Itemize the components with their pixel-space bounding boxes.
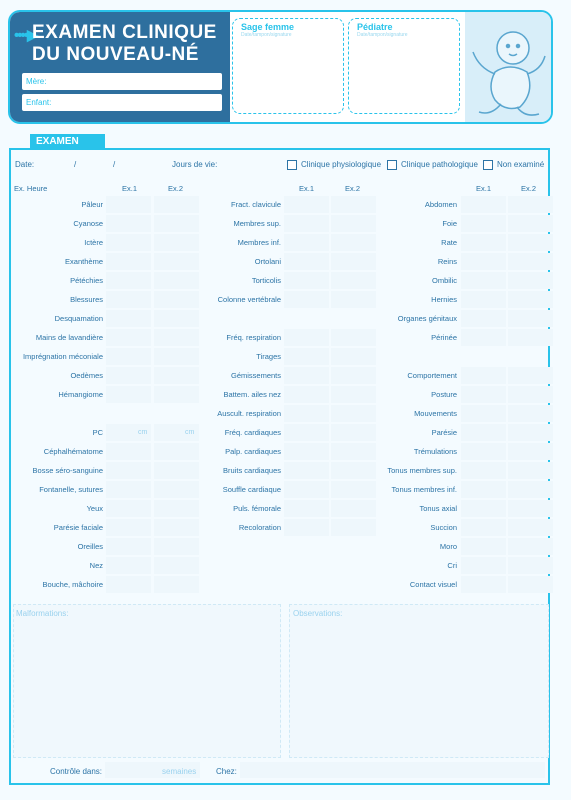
col1-ex1-cell[interactable] [106, 253, 151, 270]
arrow-icon: ••••▶ [14, 27, 37, 44]
col2-ex1-cell[interactable] [284, 386, 329, 403]
header-title-block [10, 12, 230, 122]
col1-label: Oreilles [77, 542, 103, 551]
col3-ex1-cell[interactable] [461, 424, 506, 441]
col2-ex1-cell[interactable] [284, 424, 329, 441]
col3-ex1-cell[interactable] [461, 291, 506, 308]
col1-label: Pétéchies [70, 276, 103, 285]
title-line-1: EXAMEN CLINIQUE [32, 22, 217, 43]
col1-label: Imprégnation méconiale [22, 352, 103, 361]
col1-ex2-cell[interactable] [154, 310, 199, 327]
col3-label: Cri [447, 561, 457, 570]
header-panel [8, 10, 553, 124]
col3-ex1-cell[interactable] [461, 272, 506, 289]
col3-label: Organes génitaux [397, 314, 457, 323]
col2-label: Auscult. respiration [217, 409, 281, 418]
col2-ex2-cell[interactable] [331, 348, 376, 365]
col1-label: Desquamation [54, 314, 103, 323]
pc-unit-1: cm [138, 429, 148, 436]
col2-header-ex1: Ex.1 [299, 184, 315, 193]
col2-label: Tirages [256, 352, 281, 361]
col1-label: Nez [89, 561, 103, 570]
col2-ex1-cell[interactable] [284, 519, 329, 536]
col3-label: Ombilic [431, 276, 457, 285]
col3-label: Hernies [431, 295, 457, 304]
col3-ex1-cell[interactable] [461, 310, 506, 327]
col3-ex2-cell[interactable] [508, 424, 553, 441]
col3-label: Périnée [431, 333, 457, 342]
col2-label: Colonne vertébrale [217, 295, 281, 304]
col3-ex2-cell[interactable] [508, 196, 553, 213]
col3-label: Rate [441, 238, 457, 247]
col2-ex1-cell[interactable] [284, 291, 329, 308]
col3-ex1-cell[interactable] [461, 519, 506, 536]
col3-label: Tonus membres sup. [387, 466, 457, 475]
date-sep-1: / [74, 160, 77, 169]
col2-label: Membres sup. [233, 219, 281, 228]
option-clinique-pathologique[interactable] [387, 160, 478, 170]
col2-label: Souffle cardiaque [222, 485, 281, 494]
col3-label: Trémulations [413, 447, 457, 456]
col3-label: Abdomen [424, 200, 457, 209]
option-label: Non examiné [497, 160, 545, 170]
col3-label: Contact visuel [409, 580, 457, 589]
col1-label: Bouche, mâchoire [42, 580, 103, 589]
col3-label: Posture [431, 390, 457, 399]
col3-ex1-cell[interactable] [461, 367, 506, 384]
col1-ex1-cell[interactable] [106, 291, 151, 308]
semaines-label: semaines [162, 767, 197, 776]
pediatre-signature-box[interactable] [348, 18, 460, 114]
col1-ex1-cell[interactable] [106, 367, 151, 384]
col1-ex1-cell[interactable] [106, 557, 151, 574]
col3-ex1-cell[interactable] [461, 234, 506, 251]
col3-ex2-cell[interactable] [508, 215, 553, 232]
observations-label: Observations: [293, 609, 343, 618]
col1-ex1-cell[interactable] [106, 462, 151, 479]
col1-ex1-cell[interactable] [106, 500, 151, 517]
col1-header-ex2: Ex.2 [168, 184, 184, 193]
malformations-textarea[interactable] [13, 604, 281, 758]
col1-ex1-cell[interactable] [106, 215, 151, 232]
sage-femme-sub: Date/tampon/signature [241, 32, 292, 38]
col3-ex1-cell[interactable] [461, 481, 506, 498]
col1-label: Yeux [86, 504, 103, 513]
col2-ex1-cell[interactable] [284, 272, 329, 289]
col2-label: Fract. clavicule [230, 200, 281, 209]
jours-de-vie-label: Jours de vie: [172, 160, 218, 169]
col1-label: Pâleur [81, 200, 103, 209]
col2-label: Palp. cardiaques [225, 447, 281, 456]
col1-ex1-cell[interactable] [106, 576, 151, 593]
date-sep-2: / [113, 160, 116, 169]
col2-ex1-cell[interactable] [284, 215, 329, 232]
option-label: Clinique pathologique [401, 160, 478, 170]
col3-label: Reins [437, 257, 457, 266]
col1-ex1-cell[interactable] [106, 443, 151, 460]
pediatre-sub: Date/tampon/signature [357, 32, 408, 38]
col1-ex2-cell[interactable] [154, 557, 199, 574]
col2-ex1-cell[interactable] [284, 367, 329, 384]
col2-ex1-cell[interactable] [284, 481, 329, 498]
col2-header-ex2: Ex.2 [345, 184, 361, 193]
col3-ex2-cell[interactable] [508, 367, 553, 384]
col3-ex1-cell[interactable] [461, 386, 506, 403]
col1-ex1-cell[interactable] [106, 272, 151, 289]
col3-ex2-cell[interactable] [508, 557, 553, 574]
col1-label: Bosse séro-sanguine [32, 466, 103, 475]
col1-label: Fontanelle, sutures [39, 485, 103, 494]
col3-ex2-cell[interactable] [508, 272, 553, 289]
mere-field[interactable] [22, 73, 222, 90]
page-title [32, 22, 217, 66]
col3-ex1-cell[interactable] [461, 538, 506, 555]
chez-label: Chez: [216, 767, 237, 776]
col3-header-ex2: Ex.2 [521, 184, 537, 193]
observations-textarea[interactable] [289, 604, 549, 758]
col1-label: Hémangiome [58, 390, 103, 399]
col2-ex1-cell[interactable] [284, 500, 329, 517]
col1-label: Céphalhématome [43, 447, 103, 456]
col2-label: Recoloration [238, 523, 281, 532]
date-label: Date: [15, 160, 35, 169]
col2-label: Ortolani [254, 257, 281, 266]
col2-ex1-cell[interactable] [284, 462, 329, 479]
col3-ex2-cell[interactable] [508, 443, 553, 460]
col3-ex2-cell[interactable] [508, 405, 553, 422]
col2-ex1-cell[interactable] [284, 253, 329, 270]
col3-ex1-cell[interactable] [461, 500, 506, 517]
mere-label: Mère: [26, 77, 47, 86]
col2-ex1-cell[interactable] [284, 348, 329, 365]
col1-ex2-cell[interactable] [154, 576, 199, 593]
col1-ex1-cell[interactable] [106, 538, 151, 555]
controle-label: Contrôle dans: [50, 767, 103, 776]
checkbox-non-examine[interactable] [483, 160, 493, 170]
col1-ex1-cell[interactable] [106, 386, 151, 403]
col1-label: Parésie faciale [53, 523, 103, 532]
col3-ex2-cell[interactable] [508, 500, 553, 517]
col3-label: Tonus axial [419, 504, 457, 513]
col3-label: Moro [439, 542, 457, 551]
col1-label: Cyanose [73, 219, 103, 228]
col3-ex1-cell[interactable] [461, 405, 506, 422]
col3-ex2-cell[interactable] [508, 481, 553, 498]
col3-ex1-cell[interactable] [461, 329, 506, 346]
pediatre-title: Pédiatre [357, 22, 393, 32]
col2-label: Membres inf. [237, 238, 281, 247]
sage-femme-signature-box[interactable] [232, 18, 344, 114]
col3-ex1-cell[interactable] [461, 215, 506, 232]
col2-ex1-cell[interactable] [284, 443, 329, 460]
checkbox-pathologique[interactable] [387, 160, 397, 170]
col1-ex1-cell[interactable] [106, 329, 151, 346]
col2-ex1-cell[interactable] [284, 196, 329, 213]
col3-label: Succion [430, 523, 457, 532]
baby-illustration-icon [465, 12, 551, 122]
col3-label: Foie [442, 219, 457, 228]
col1-ex1-cell[interactable] [106, 348, 151, 365]
col2-label: Puls. fémorale [233, 504, 281, 513]
col3-ex2-cell[interactable] [508, 310, 553, 327]
col3-ex2-cell[interactable] [508, 538, 553, 555]
col2-label: Bruits cardiaques [223, 466, 281, 475]
col3-ex2-cell[interactable] [508, 462, 553, 479]
tab-examen: EXAMEN [30, 134, 105, 150]
col3-ex1-cell[interactable] [461, 253, 506, 270]
col2-label: Fréq. respiration [226, 333, 281, 342]
col3-header-ex1: Ex.1 [476, 184, 492, 193]
pc-unit-2: cm [185, 429, 195, 436]
col1-header-ex1: Ex.1 [122, 184, 138, 193]
col3-ex1-cell[interactable] [461, 576, 506, 593]
col2-label: Gémissements [230, 371, 281, 380]
option-clinique-physiologique[interactable] [287, 160, 381, 170]
col3-label: Mouvements [414, 409, 457, 418]
col1-label: PC [92, 428, 103, 437]
option-non-examine[interactable] [483, 160, 544, 170]
col2-ex1-cell[interactable] [284, 329, 329, 346]
col2-ex1-cell[interactable] [284, 234, 329, 251]
col1-label: Mains de lavandière [35, 333, 103, 342]
sage-femme-title: Sage femme [241, 22, 295, 32]
col2-ex1-cell[interactable] [284, 405, 329, 422]
col3-ex2-cell[interactable] [508, 253, 553, 270]
col3-ex1-cell[interactable] [461, 196, 506, 213]
col3-label: Comportement [407, 371, 457, 380]
option-label: Clinique physiologique [301, 160, 382, 170]
col3-ex2-cell[interactable] [508, 386, 553, 403]
col3-ex2-cell[interactable] [508, 576, 553, 593]
col2-label: Battem. ailes nez [223, 390, 281, 399]
col3-ex2-cell[interactable] [508, 234, 553, 251]
col1-ex1-cell[interactable] [106, 519, 151, 536]
col3-ex1-cell[interactable] [461, 462, 506, 479]
title-line-2: DU NOUVEAU-NÉ [32, 44, 199, 65]
date-input[interactable] [38, 156, 156, 171]
col3-ex1-cell[interactable] [461, 443, 506, 460]
malformations-label: Malformations: [16, 609, 69, 618]
col2-label: Torticolis [251, 276, 281, 285]
col3-ex2-cell[interactable] [508, 291, 553, 308]
checkbox-physiologique[interactable] [287, 160, 297, 170]
col3-ex1-cell[interactable] [461, 557, 506, 574]
col1-label: Oedèmes [70, 371, 103, 380]
col1-label: Ictère [84, 238, 103, 247]
col1-ex1-cell[interactable] [106, 310, 151, 327]
col1-ex1-cell[interactable] [106, 481, 151, 498]
col1-ex1-cell[interactable] [106, 196, 151, 213]
col3-ex2-cell[interactable] [508, 519, 553, 536]
col2-label: Fréq. cardiaques [224, 428, 281, 437]
col3-label: Parésie [431, 428, 457, 437]
col1-ex1-cell[interactable] [106, 234, 151, 251]
enfant-label: Enfant: [26, 98, 52, 107]
chez-input[interactable] [240, 762, 545, 778]
col3-label: Tonus membres inf. [391, 485, 457, 494]
col1-label: Exanthème [65, 257, 103, 266]
col1-ex2-cell[interactable] [154, 538, 199, 555]
col-header-ex-heure: Ex. Heure [14, 184, 48, 193]
col3-ex2-cell[interactable] [508, 329, 553, 346]
col1-label: Blessures [70, 295, 103, 304]
enfant-field[interactable] [22, 94, 222, 111]
